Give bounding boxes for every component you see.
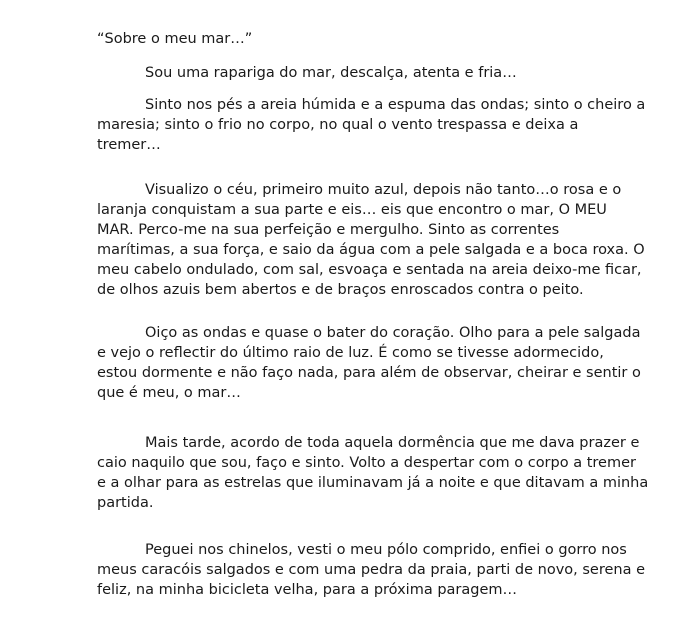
paragraph-line: e vejo o reflectir do último raio de luz. É como se tivesse adormecido,	[97, 345, 604, 361]
paragraph-line: que é meu, o mar…	[97, 385, 241, 401]
paragraph-3	[97, 180, 657, 300]
paragraph-2	[97, 95, 657, 155]
paragraph-line: laranja conquistam a sua parte e eis… eis que encontro o mar, O MEU	[97, 202, 607, 218]
paragraph-line: feliz, na minha bicicleta velha, para a próxima paragem…	[97, 582, 518, 598]
paragraph-line: estou dormente e não faço nada, para além de observar, cheirar e sentir o	[97, 365, 641, 381]
paragraph-1	[97, 63, 657, 83]
paragraph-line: meus caracóis salgados e com uma pedra da praia, parti de novo, serena e	[97, 562, 646, 578]
paragraph-line: Visualizo o céu, primeiro muito azul, depois não tanto…o rosa e o	[145, 182, 622, 198]
paragraph-line: de olhos azuis bem abertos e de braços enroscados contra o peito.	[97, 282, 584, 298]
paragraph-line: e a olhar para as estrelas que iluminavam já a noite e que ditavam a minha	[97, 475, 649, 491]
paragraph-line: partida.	[97, 495, 154, 511]
paragraph-line: Mais tarde, acordo de toda aquela dormência que me dava prazer e	[145, 435, 640, 451]
paragraph-line: MAR. Perco-me na sua perfeição e mergulho. Sinto as correntes	[97, 222, 560, 238]
paragraph-line: Sou uma rapariga do mar, descalça, atenta e fria…	[145, 65, 517, 81]
paragraph-line: caio naquilo que sou, faço e sinto. Volto a despertar com o corpo a tremer	[97, 455, 636, 471]
paragraph-line: marítimas, a sua força, e saio da água com a pele salgada e a boca roxa. O	[97, 242, 645, 258]
paragraph-line: tremer…	[97, 137, 161, 153]
paragraph-line: maresia; sinto o frio no corpo, no qual o vento trespassa e deixa a	[97, 117, 579, 133]
paragraph-line: Oiço as ondas e quase o bater do coração. Olho para a pele salgada	[145, 325, 641, 341]
document-title: “Sobre o meu mar…”	[97, 31, 253, 47]
paragraph-line: Sinto nos pés a areia húmida e a espuma das ondas; sinto o cheiro a	[145, 97, 646, 113]
paragraph-6	[97, 540, 657, 600]
paragraph-line: Peguei nos chinelos, vesti o meu pólo comprido, enfiei o gorro nos	[145, 542, 627, 558]
paragraph-4	[97, 323, 657, 403]
paragraph-5	[97, 433, 657, 513]
paragraph-line: meu cabelo ondulado, com sal, esvoaça e sentada na areia deixo-me ficar,	[97, 262, 642, 278]
